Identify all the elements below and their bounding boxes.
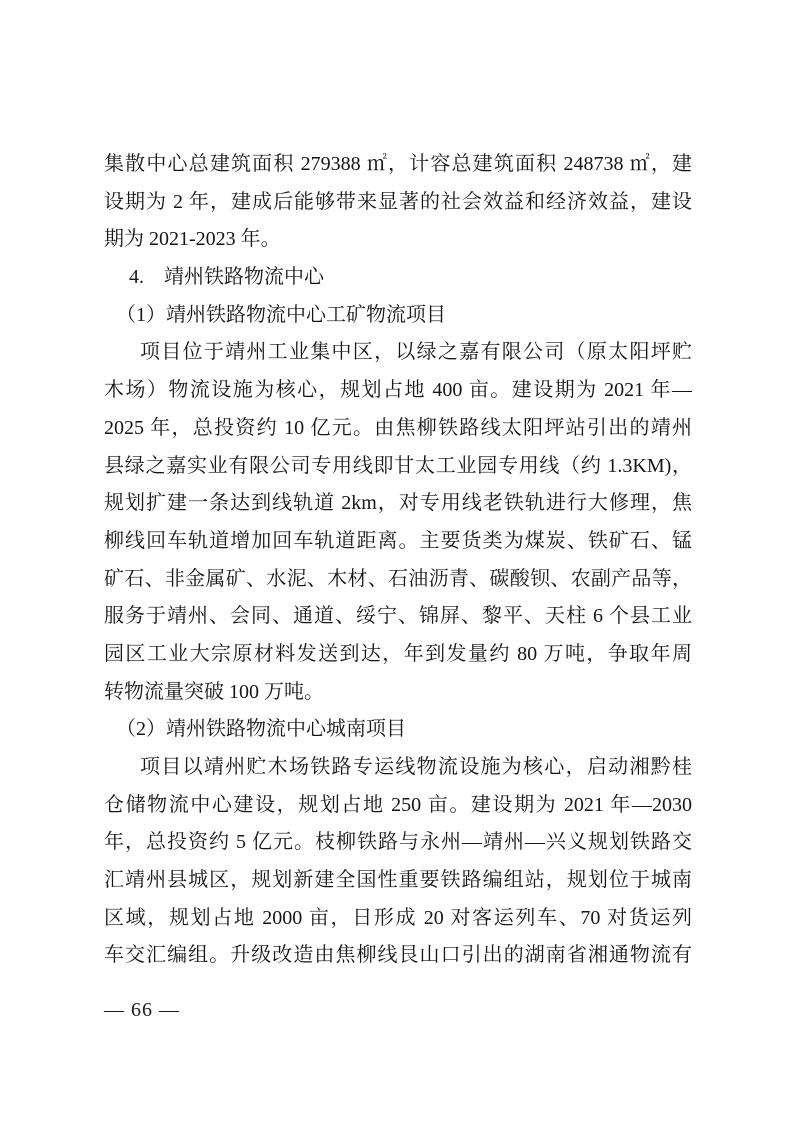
document-line: 柳线回车轨道增加回车轨道距离。主要货类为煤炭、铁矿石、锰 [104,529,692,552]
text-block [104,146,692,975]
document-line: 仓储物流中心建设，规划占地 250 亩。建设期为 2021 年—2030 [104,793,692,816]
document-line: 项目位于靖州工业集中区，以绿之嘉有限公司（原太阳坪贮 [140,341,692,364]
document-line: 县绿之嘉实业有限公司专用线即甘太工业园专用线（约 1.3KM)， [104,454,692,477]
document-line: 规划扩建一条达到线轨道 2km，对专用线老铁轨进行大修理，焦 [104,492,692,515]
document-line: 设期为 2 年，建成后能够带来显著的社会效益和经济效益，建设 [104,190,692,213]
document-line: 区域，规划占地 2000 亩，日形成 20 对客运列车、70 对货运列 [104,906,692,929]
document-line: 年，总投资约 5 亿元。枝柳铁路与永州—靖州—兴义规划铁路交 [104,831,692,854]
document-line: 项目以靖州贮木场铁路专运线物流设施为核心，启动湘黔桂 [140,756,692,778]
document-line: 园区工业大宗原材料发送到达，年到发量约 80 万吨，争取年周 [104,642,692,665]
subsection-heading: （1）靖州铁路物流中心工矿物流项目 [116,303,446,326]
document-line: 集散中心总建筑面积 279388 ㎡，计容总建筑面积 248738 ㎡，建 [104,153,692,175]
document-line: 2025 年，总投资约 10 亿元。由焦柳铁路线太阳坪站引出的靖州 [104,416,692,439]
document-line: 期为 2021-2023 年。 [104,228,281,251]
document-line: 汇靖州县城区，规划新建全国性重要铁路编组站，规划位于城南 [104,869,692,892]
subsection-heading: （2）靖州铁路物流中心城南项目 [116,718,406,741]
document-line: 木场）物流设施为核心，规划占地 400 亩。建设期为 2021 年— [104,379,692,402]
page-number: — 66 — [104,999,180,1021]
document-line: 转物流量突破 100 万吨。 [104,680,324,703]
document-line: 服务于靖州、会同、通道、绥宁、锦屏、黎平、天柱 6 个县工业 [104,605,692,628]
document-line: 车交汇编组。升级改造由焦柳线艮山口引出的湖南省湘通物流有 [104,944,692,967]
section-heading: 4. 靖州铁路物流中心 [129,266,324,289]
document-line: 矿石、非金属矿、水泥、木材、石油沥青、碳酸钡、农副产品等， [104,567,692,590]
